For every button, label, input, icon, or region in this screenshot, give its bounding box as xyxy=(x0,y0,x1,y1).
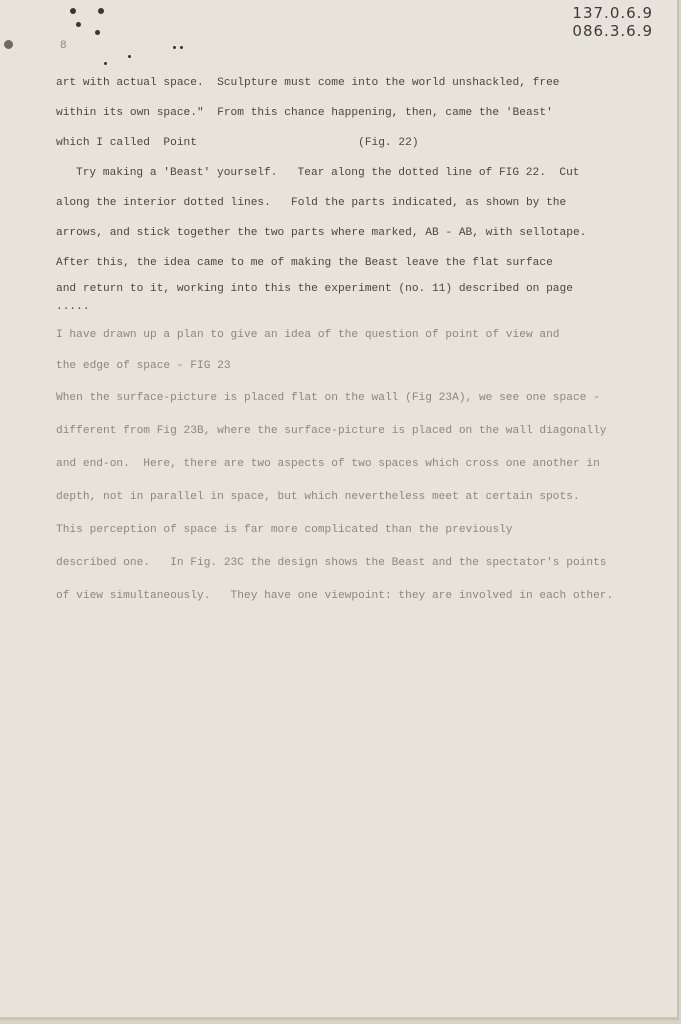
ink-blot xyxy=(70,8,76,14)
text-line: which I called Point (Fig. 22) xyxy=(56,137,419,149)
ink-blot xyxy=(128,55,131,58)
ink-blot xyxy=(95,30,100,35)
text-line: within its own space." From this chance happening, then, came the 'Beast' xyxy=(56,107,553,119)
text-line: along the interior dotted lines. Fold the parts indicated, as shown by the xyxy=(56,197,567,209)
text-line: arrows, and stick together the two parts where marked, AB - AB, with sellotape. xyxy=(56,227,587,239)
text-line: art with actual space. Sculpture must come into the world unshackled, free xyxy=(56,77,560,89)
text-line: different from Fig 23B, where the surface-picture is placed on the wall diagonally xyxy=(56,425,607,437)
text-line: When the surface-picture is placed flat on the wall (Fig 23A), we see one space - xyxy=(56,392,600,404)
ink-blot xyxy=(180,46,183,49)
text-line: of view simultaneously. They have one viewpoint: they are involved in each other. xyxy=(56,590,614,602)
archive-reference xyxy=(572,4,653,40)
ink-blot xyxy=(4,40,13,49)
text-line: ..... xyxy=(56,301,90,313)
text-line: depth, not in parallel in space, but which nevertheless meet at certain spots. xyxy=(56,491,580,503)
text-line: and end-on. Here, there are two aspects of two spaces which cross one another in xyxy=(56,458,600,470)
text-line: Try making a 'Beast' yourself. Tear along the dotted line of FIG 22. Cut xyxy=(76,167,580,179)
ink-blot xyxy=(76,22,81,27)
ink-blot xyxy=(104,62,107,65)
text-line: After this, the idea came to me of making the Beast leave the flat surface xyxy=(56,257,553,269)
ink-blot xyxy=(98,8,104,14)
text-line: This perception of space is far more complicated than the previously xyxy=(56,524,513,536)
text-line: described one. In Fig. 23C the design shows the Beast and the spectator's points xyxy=(56,557,607,569)
text-line: and return to it, working into this the experiment (no. 11) described on page xyxy=(56,283,573,295)
page-number: 8 xyxy=(60,40,67,52)
typed-text-body xyxy=(56,68,656,613)
text-line: I have drawn up a plan to give an idea of the question of point of view and xyxy=(56,329,560,341)
ink-blot xyxy=(173,46,176,49)
archive-ref-line-1: 137.0.6.9 xyxy=(572,4,653,22)
archive-ref-line-2: 086.3.6.9 xyxy=(572,22,653,40)
text-line: the edge of space - FIG 23 xyxy=(56,360,231,372)
